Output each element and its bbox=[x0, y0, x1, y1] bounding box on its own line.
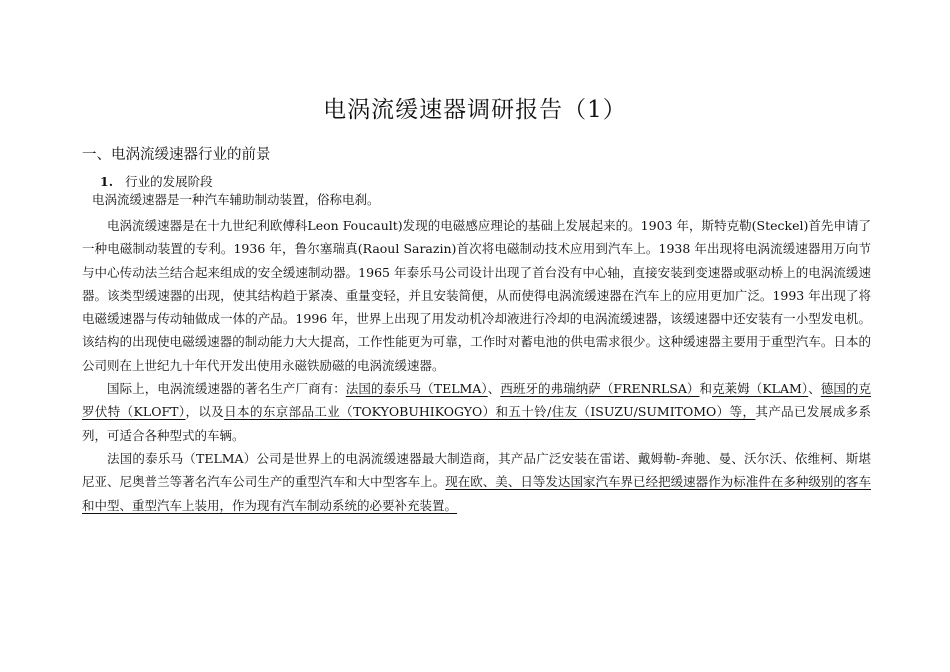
manufacturer-telma: 法国的泰乐马（TELMA） bbox=[345, 381, 488, 397]
manufacturer-klam: 克莱姆（KLAM） bbox=[712, 381, 809, 397]
telma-underlined: 现在欧、美、日等发达国家汽车界已经把缓速器作为标准件在多种级别的客车和中型、重型汽车上装用，作为现有汽车制动系统的必要补充装置。 bbox=[82, 474, 871, 513]
paragraph-telma bbox=[82, 447, 871, 517]
manufacturer-kloft: 德国的克罗伏特（KLOFT） bbox=[82, 381, 871, 420]
body-text bbox=[82, 214, 871, 517]
separator: 、 bbox=[808, 381, 821, 397]
manufacturer-japan: 日本的东京部品工业（TOKYOBUHIKOGYO）和五十铃/住友（ISUZU/SUMITOMO）等， bbox=[224, 404, 756, 420]
manufacturer-frenrlsa: 西班牙的弗瑞纳萨（FRENRLSA） bbox=[500, 381, 700, 397]
paragraph-definition-text: 电涡流缓速器是一种汽车辅助制动装置，俗称电刹。 bbox=[92, 192, 380, 207]
telma-lead: 法国的泰乐马（TELMA）公司是世界上的电涡流缓速器最大制造商，其产品广泛安装在雷诺、戴姆勒-奔驰、曼、沃尔沃、依维柯、斯堪尼亚、尼奥普兰等著名汽车公司生产的重型汽车和大中型客车上。 bbox=[82, 450, 871, 490]
separator: ，以及 bbox=[185, 404, 225, 420]
paragraph-definition bbox=[82, 188, 871, 211]
manufacturers-lead: 国际上，电涡流缓速器的著名生产厂商有： bbox=[107, 381, 346, 397]
section-heading: 一、电涡流缓速器行业的前景 bbox=[82, 147, 271, 163]
paragraph-manufacturers bbox=[82, 377, 871, 447]
subsection-label: 行业的发展阶段 bbox=[125, 174, 213, 189]
separator: 、 bbox=[487, 381, 501, 397]
subsection-number: 1. bbox=[100, 174, 114, 189]
document-title: 电涡流缓速器调研报告（1） bbox=[323, 97, 627, 123]
paragraph-history: 电涡流缓速器是在十九世纪利欧傅科Leon Foucault)发现的电磁感应理论的基础上发展起来的。1903 年，斯特克勒(Steckel)首先申请了一种电磁制动装置的专利。1936 年，鲁尔塞瑞真(Raoul Sarazin)首次将电磁制动技术应用到汽车上。1938 年出现将电涡流缓速器用万向节与中心传动法兰结合起来组成的安全缓速制动器。1965 年泰乐马公司设计出现了首台没有中心轴，直接安装到变速器或驱动桥上的电涡流缓速器。该类型缓速器的出现，使其结构趋于紧凑、重量变轻，并且安装简便，从而使得电涡流缓速器在汽车上的应用更加广泛。1993 年出现了将电磁缓速器与传动轴做成一体的产品。1996 年，世界上出现了用发动机冷却液进行冷却的电涡流缓速器，该缓速器中还安装有一小型发电机。该结构的出现使电磁缓速器的制动能力大大提高，工作性能更为可靠，工作时对蓄电池的供电需求很少。这种缓速器主要用于重型汽车。日本的公司则在上世纪九十年代开发出使用永磁铁励磁的电涡流缓速器。 bbox=[82, 218, 871, 373]
separator: 和 bbox=[699, 381, 713, 397]
manufacturers-tail: 其产品已发展成多系列，可适合各种型式的车辆。 bbox=[82, 404, 871, 443]
